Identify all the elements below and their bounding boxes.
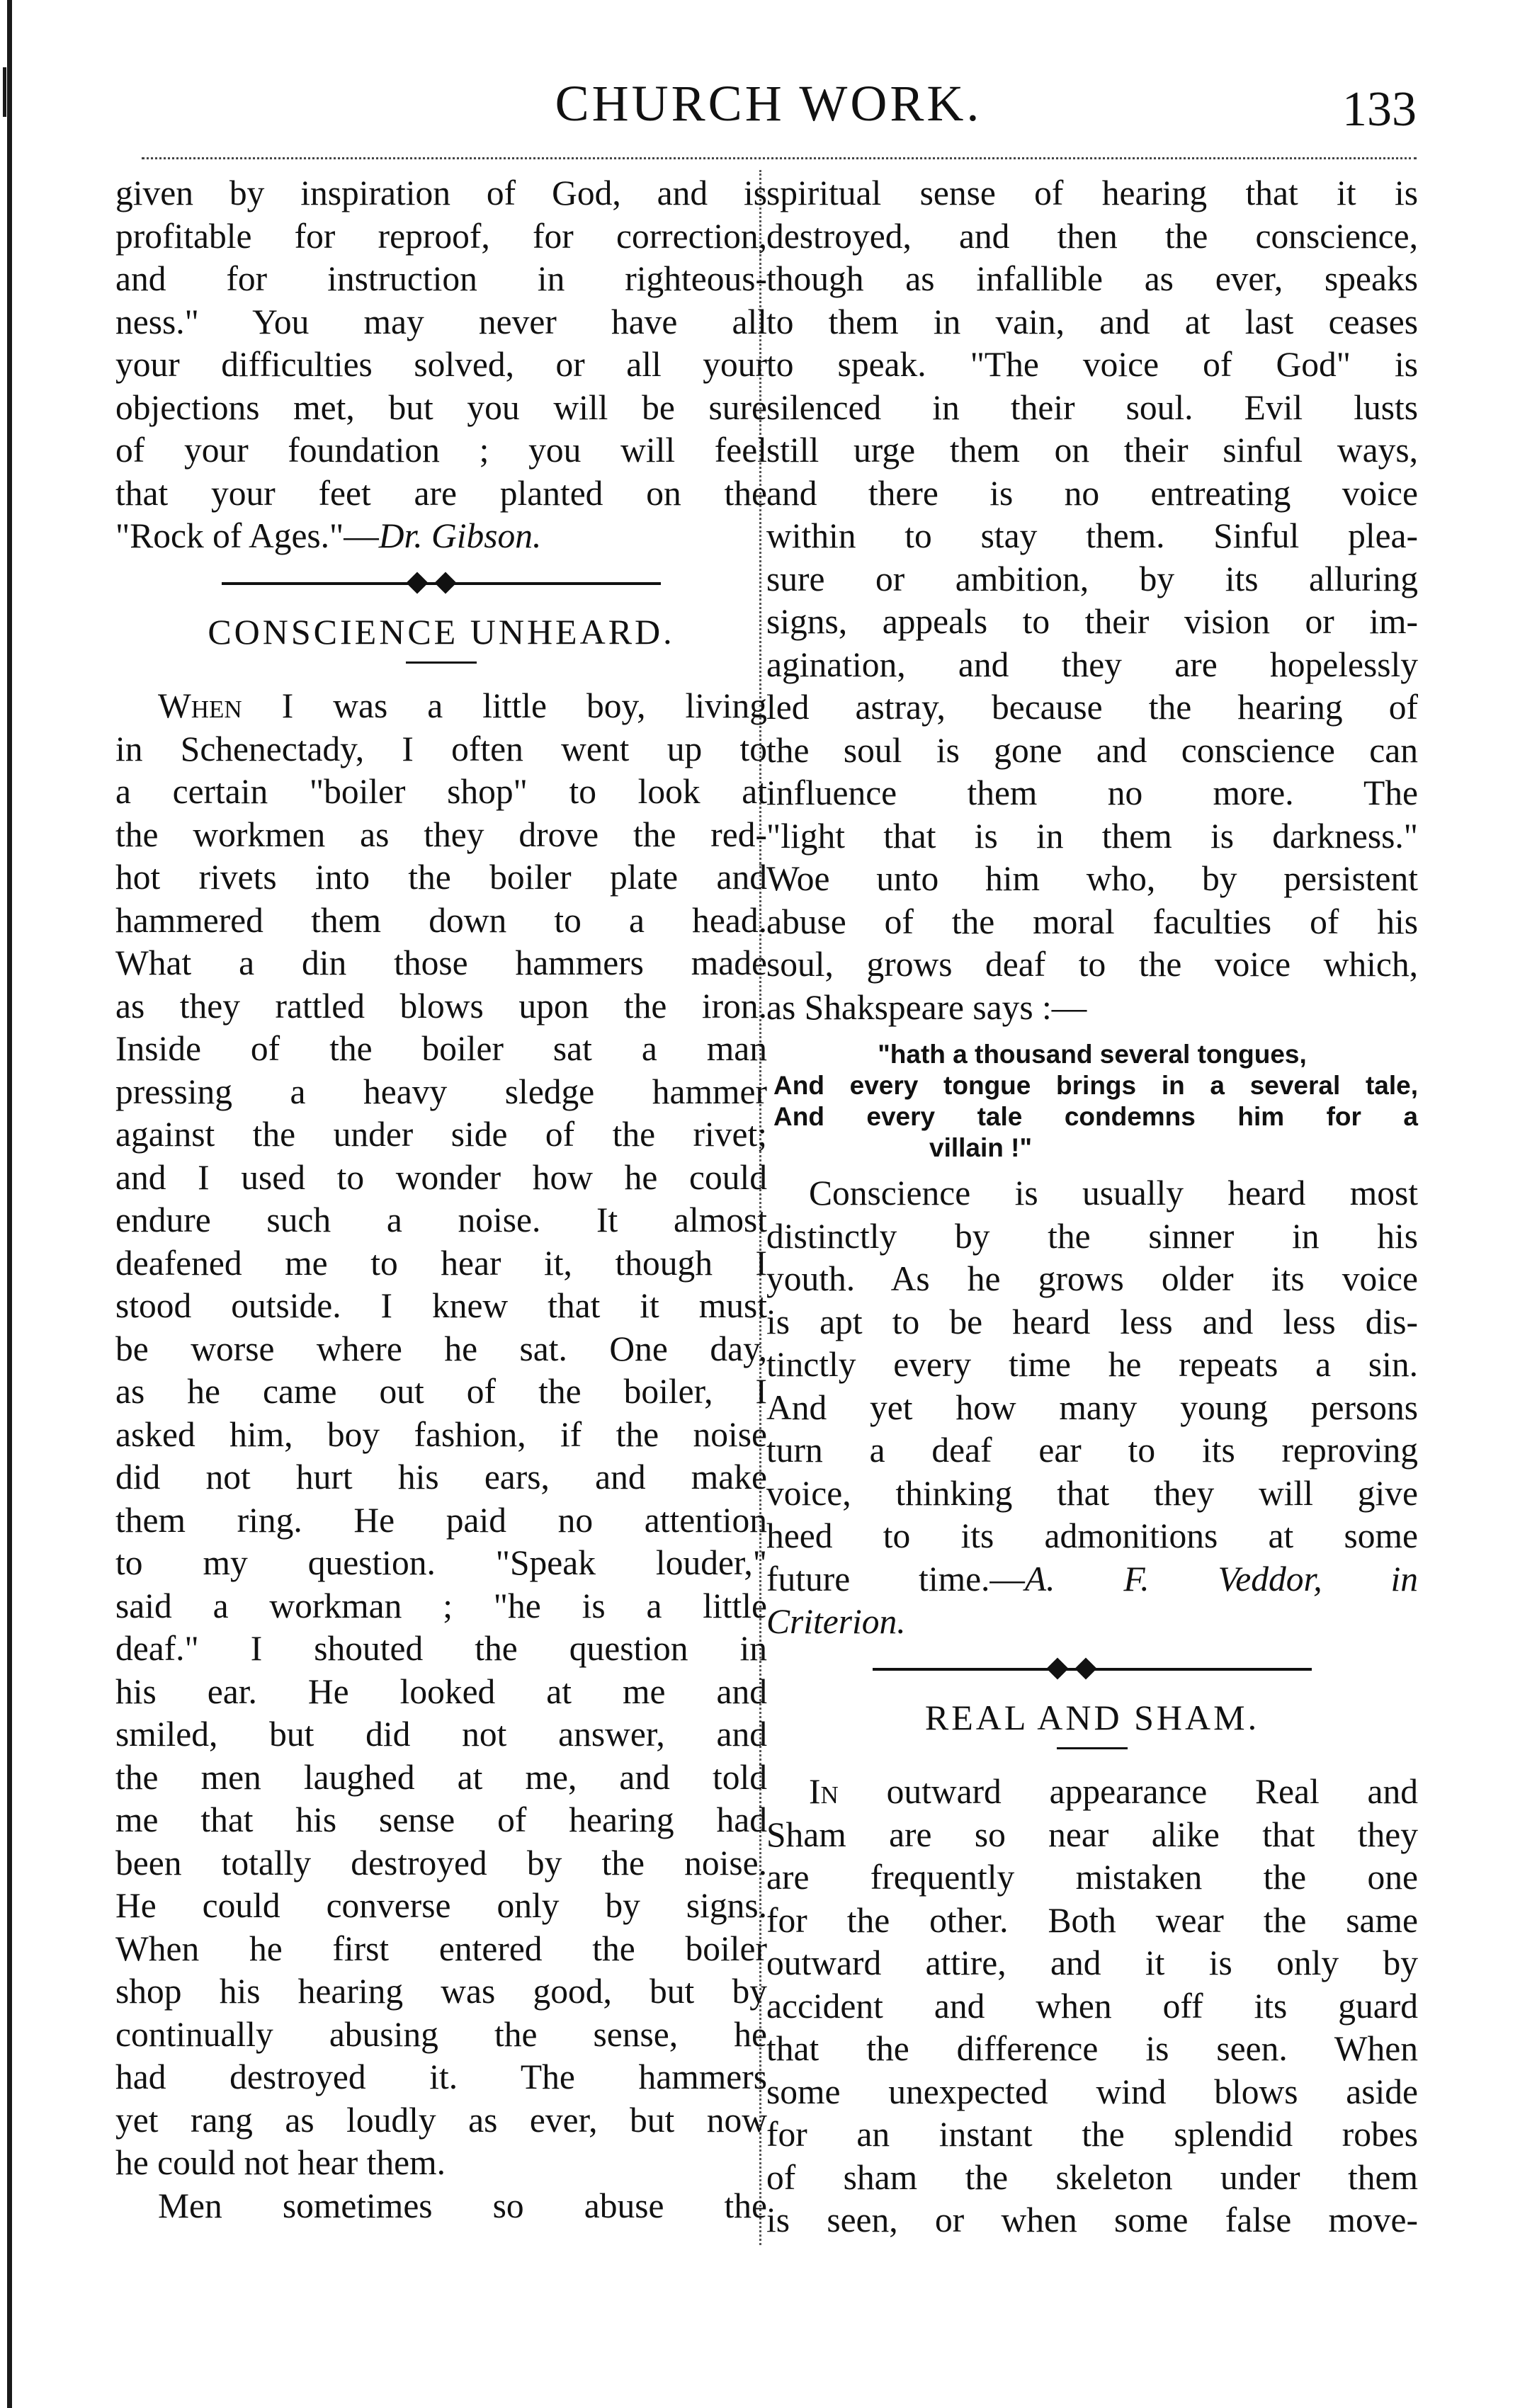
quote-line: villain !"	[929, 1133, 1033, 1162]
text-line: stood outside. I knew that it must	[115, 1286, 767, 1325]
ornament-diamond	[1074, 1657, 1096, 1679]
binding-notch	[3, 67, 6, 117]
text-line: that the difference is seen. When	[766, 2029, 1418, 2068]
text-line: endure such a noise. It almost	[115, 1200, 767, 1239]
text-line: within to stay them. Sinful plea-	[766, 516, 1418, 555]
section-ornament	[115, 565, 767, 601]
text-line: to my question. "Speak louder,"	[115, 1543, 767, 1582]
text-line: And yet how many young persons	[766, 1387, 1418, 1427]
ornament-diamond	[1046, 1657, 1068, 1679]
text-line: voice, thinking that they will give	[766, 1473, 1418, 1513]
text-line: for an instant the splendid robes	[766, 2115, 1418, 2154]
text-line: Sham are so near alike that they	[766, 1814, 1418, 1854]
text-line: heed to its admonitions at some	[766, 1516, 1418, 1555]
text-line: and for instruction in righteous-	[115, 259, 767, 298]
attribution: Criterion.	[766, 1602, 906, 1641]
text-line: against the under side of the rivet;	[115, 1115, 767, 1154]
text-fragment: I was a little boy, living	[281, 686, 767, 725]
text-line: for the other. Both wear the same	[766, 1900, 1418, 1940]
text-line: still urge them on their sinful ways,	[766, 431, 1418, 470]
text-line: asked him, boy fashion, if the noise	[115, 1414, 767, 1454]
text-line	[766, 1771, 1418, 1814]
text-line: your difficulties solved, or all your	[115, 345, 767, 384]
text-line: he could not hear them.	[115, 2143, 446, 2182]
text-line: as Shakspeare says :—	[766, 987, 1087, 1027]
ornament-diamond	[406, 572, 428, 594]
text-line: He could converse only by signs.	[115, 1886, 767, 1925]
text-line: though as infallible as ever, speaks	[766, 259, 1418, 298]
text-line: abuse of the moral faculties of his	[766, 902, 1418, 941]
text-line: accident and when off its guard	[766, 1986, 1418, 2026]
opening-word: When	[158, 686, 242, 725]
text-line: did not hurt his ears, and make	[115, 1458, 767, 1497]
quote-line: And every tongue brings in a several tale,	[773, 1071, 1418, 1100]
text-line: soul, grows deaf to the voice which,	[766, 945, 1418, 984]
article-title: CONSCIENCE UNHEARD.	[208, 611, 675, 652]
text-line: Woe unto him who, by persistent	[766, 859, 1418, 898]
text-line: said a workman ; "he is a little	[115, 1586, 767, 1625]
text-line: turn a deaf ear to its reproving	[766, 1431, 1418, 1470]
text-line: the workmen as they drove the red-	[115, 814, 767, 854]
page-number: 133	[1342, 82, 1417, 137]
text-line: shop his hearing was good, but by	[115, 1972, 767, 2011]
text-line: Conscience is usually heard most	[809, 1174, 1418, 1212]
text-line: given by inspiration of God, and is	[115, 174, 767, 212]
text-line: Inside of the boiler sat a man	[115, 1029, 767, 1068]
text-line: silenced in their soul. Evil lusts	[766, 387, 1418, 427]
text-line	[115, 515, 767, 558]
text-line: of your foundation ; you will feel	[115, 431, 767, 470]
text-line: are frequently mistaken the one	[766, 1858, 1418, 1897]
header-rule	[142, 157, 1417, 159]
text-fragment: "Rock of Ages."—	[115, 516, 379, 555]
text-line	[115, 685, 767, 728]
text-line: and I used to wonder how he could	[115, 1157, 767, 1197]
text-line: them ring. He paid no attention	[115, 1500, 767, 1540]
page-header	[120, 74, 1417, 152]
text-line: of sham the skeleton under them	[766, 2157, 1418, 2197]
text-line: yet rang as loudly as ever, but now	[115, 2100, 767, 2140]
text-line: smiled, but did not answer, and	[115, 1715, 767, 1754]
text-line: the men laughed at me, and told	[115, 1757, 767, 1797]
text-line: influence them no more. The	[766, 773, 1418, 812]
text-line: the soul is gone and conscience can	[766, 730, 1418, 770]
text-line: tinctly every time he repeats a sin.	[766, 1345, 1418, 1384]
article-title: REAL AND SHAM.	[924, 1697, 1260, 1737]
text-line: as they rattled blows upon the iron.	[115, 986, 767, 1026]
text-line: sure or ambition, by its alluring	[766, 559, 1418, 598]
text-line: some unexpected wind blows aside	[766, 2072, 1418, 2111]
running-head: CHURCH WORK.	[555, 75, 982, 132]
text-line: When he first entered the boiler	[115, 1929, 767, 1968]
text-line: pressing a heavy sledge hammer	[115, 1072, 767, 1111]
text-line: spiritual sense of hearing that it is	[766, 174, 1418, 212]
text-fragment: outward appearance Real and	[886, 1772, 1418, 1811]
text-line: been totally destroyed by the noise.	[115, 1843, 767, 1882]
text-line: and there is no entreating voice	[766, 473, 1418, 513]
binding-edge	[7, 0, 12, 2408]
text-line: a certain "boiler shop" to look at	[115, 772, 767, 811]
text-line: outward attire, and it is only by	[766, 1943, 1418, 1982]
text-line: hot rivets into the boiler plate and	[115, 858, 767, 897]
text-line	[766, 1558, 1418, 1601]
title-rule	[406, 661, 477, 664]
text-line: hammered them down to a head.	[115, 900, 767, 940]
text-line: had destroyed it. The hammers	[115, 2057, 767, 2096]
text-line: deafened me to hear it, though I	[115, 1243, 767, 1283]
text-line: is apt to be heard less and less dis-	[766, 1302, 1418, 1341]
text-line: objections met, but you will be sure	[115, 387, 767, 427]
text-line: signs, appeals to their vision or im-	[766, 602, 1418, 641]
text-line: is seen, or when some false move-	[766, 2200, 1418, 2239]
text-line: profitable for reproof, for correction,	[115, 216, 767, 256]
attribution: A. F. Veddor, in	[1024, 1559, 1419, 1598]
text-line: Men sometimes so abuse the	[158, 2186, 767, 2225]
text-line: me that his sense of hearing had	[115, 1800, 767, 1839]
text-line: be worse where he sat. One day,	[115, 1329, 767, 1368]
left-column	[115, 172, 767, 2227]
text-line: to them in vain, and at last ceases	[766, 302, 1418, 341]
ornament-diamond	[434, 572, 456, 594]
text-line: continually abusing the sense, he	[115, 2014, 767, 2054]
text-line: in Schenectady, I often went up to	[115, 729, 767, 768]
text-line: distinctly by the sinner in his	[766, 1216, 1418, 1256]
text-line: that your feet are planted on the	[115, 473, 767, 513]
section-ornament	[766, 1651, 1418, 1686]
right-column	[766, 172, 1418, 2242]
text-line: as he came out of the boiler, I	[115, 1372, 767, 1411]
attribution: Dr. Gibson.	[378, 516, 542, 555]
text-line: his ear. He looked at me and	[115, 1671, 767, 1711]
text-line: agination, and they are hopelessly	[766, 644, 1418, 684]
title-rule	[1057, 1747, 1128, 1749]
quote-line: And every tale condemns him for a	[773, 1102, 1418, 1131]
text-line: to speak. "The voice of God" is	[766, 345, 1418, 384]
opening-word: In	[809, 1772, 839, 1811]
text-line: destroyed, and then the conscience,	[766, 216, 1418, 256]
shakespeare-quote	[766, 1039, 1418, 1164]
text-fragment: future time.—	[766, 1559, 1025, 1598]
text-line: led astray, because the hearing of	[766, 688, 1418, 727]
text-line: "light that is in them is darkness."	[766, 816, 1418, 856]
text-line: What a din those hammers made	[115, 943, 767, 982]
quote-line: "hath a thousand several tongues,	[878, 1040, 1307, 1069]
text-line: deaf." I shouted the question in	[115, 1629, 767, 1668]
text-line: ness." You may never have all	[115, 302, 767, 341]
text-line: youth. As he grows older its voice	[766, 1259, 1418, 1298]
